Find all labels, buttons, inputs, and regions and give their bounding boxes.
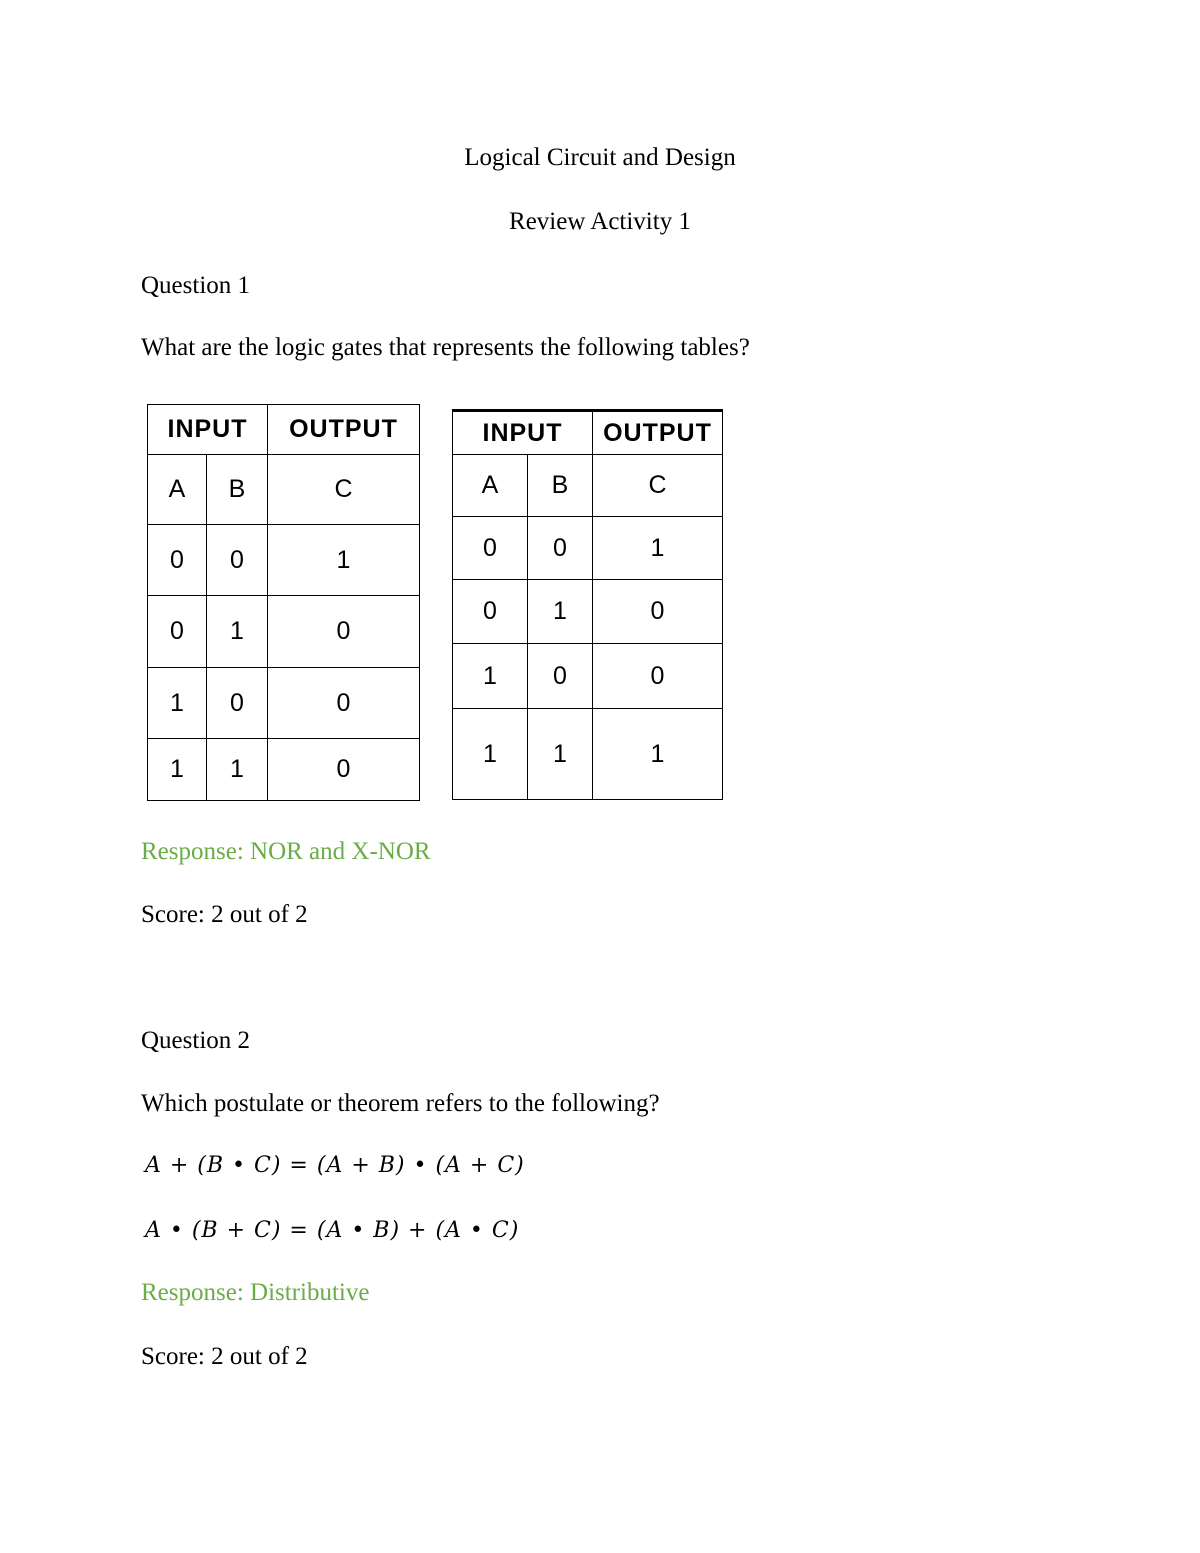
question-2-score: Score: 2 out of 2 [141,1343,308,1370]
table-cell: 0 [148,596,207,668]
question-1-response: Response: NOR and X-NOR [141,838,431,865]
table-cell: 0 [148,525,207,596]
table-header-input: INPUT [148,405,268,455]
table-cell: 1 [207,739,268,801]
column-label-c: C [593,455,723,517]
table-cell: 0 [268,668,420,739]
table-cell: 1 [593,709,723,800]
question-2-prompt: Which postulate or theorem refers to the following? [141,1090,660,1117]
question-1-heading: Question 1 [141,272,251,299]
column-label-b: B [207,455,268,525]
table-cell: 1 [148,739,207,801]
equation-2: A • (B + C) = (A • B) + (A • C) [145,1218,520,1243]
table-cell: 0 [207,525,268,596]
table-row [148,668,420,739]
table-cell: 1 [207,596,268,668]
table-cell: 1 [593,517,723,580]
table-header-output: OUTPUT [593,411,723,455]
question-1-score: Score: 2 out of 2 [141,901,308,928]
table-row [453,644,723,709]
table-header-input: INPUT [453,411,593,455]
table-cell: 0 [593,644,723,709]
question-2-response: Response: Distributive [141,1279,370,1306]
table-cell: 0 [593,580,723,644]
equation-1: A + (B • C) = (A + B) • (A + C) [145,1153,525,1178]
table-cell: 0 [453,517,528,580]
table-cell: 1 [453,709,528,800]
table-cell: 0 [268,739,420,801]
table-row [453,709,723,800]
table-row [148,596,420,668]
table-cell: 1 [268,525,420,596]
column-label-b: B [528,455,593,517]
table-cell: 0 [528,644,593,709]
table-cell: 1 [453,644,528,709]
question-1-prompt: What are the logic gates that represents the following tables? [141,334,750,361]
column-label-a: A [453,455,528,517]
table-row [148,739,420,801]
table-row [453,517,723,580]
table-row [453,580,723,644]
table-row [148,525,420,596]
document-subtitle: Review Activity 1 [509,208,691,235]
table-header-output: OUTPUT [268,405,420,455]
table-cell: 0 [207,668,268,739]
table-cell: 1 [528,580,593,644]
document-title: Logical Circuit and Design [464,144,736,171]
table-cell: 1 [148,668,207,739]
column-label-c: C [268,455,420,525]
table-cell: 0 [528,517,593,580]
table-cell: 0 [453,580,528,644]
truth-table-1 [147,404,420,801]
question-2-heading: Question 2 [141,1027,251,1054]
truth-table-2 [452,409,723,800]
table-cell: 0 [268,596,420,668]
table-cell: 1 [528,709,593,800]
column-label-a: A [148,455,207,525]
